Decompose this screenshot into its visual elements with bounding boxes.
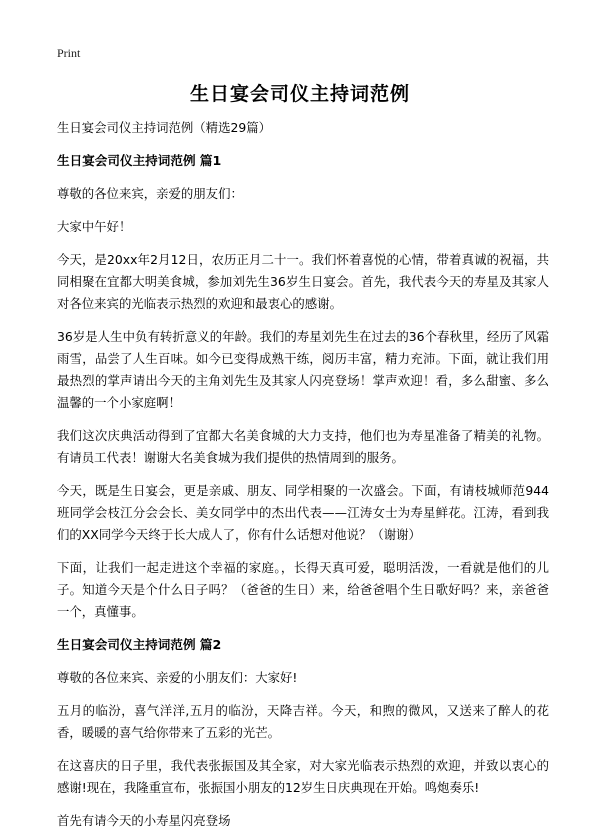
- section-2-paragraph: 尊敬的各位来宾、亲爱的小朋友们：大家好!: [57, 670, 298, 685]
- document-body: [57, 117, 549, 832]
- section-1-paragraph: 36岁是人生中负有转折意义的年龄。我们的寿星刘先生在过去的36个春秋里，经历了风霜雨雪，品尝了人生百味。如今已变得成熟干练，阅历丰富，精力充沛。下面，就让我们用最热烈的掌声请出今天的主角刘先生及其家人闪亮登场！掌声欢迎！看，多么甜蜜、多么温馨的一个小家庭啊！: [57, 329, 549, 410]
- section-2-paragraph: 首先有请今天的小寿星闪亮登场: [57, 813, 231, 828]
- section-2-paragraph: 在这喜庆的日子里，我代表张振国及其全家，对大家光临表示热烈的欢迎，并致以衷心的感谢!现在，我隆重宣布，张振国小朋友的12岁生日庆典现在开始。鸣炮奏乐!: [57, 758, 549, 795]
- section-1-paragraph: 尊敬的各位来宾，亲爱的朋友们：: [57, 186, 243, 201]
- section-1-paragraph: 今天，既是生日宴会，更是亲戚、朋友、同学相聚的一次盛会。下面，有请枝城师范944班同学会枝江分会会长、美女同学中的杰出代表——江涛女士为寿星鲜花。江涛，看到我们的XX同学今天终于长大成人了，你有什么话想对他说？（谢谢）: [57, 483, 549, 542]
- section-2-heading: 生日宴会司仪主持词范例 篇2: [57, 637, 222, 652]
- section-2-paragraph: 五月的临汾，喜气洋洋,五月的临汾，天降吉祥。今天，和煦的微风，又送来了醉人的花香，暖暖的喜气给你带来了五彩的光芒。: [57, 703, 549, 740]
- section-1-paragraph: 大家中午好！: [57, 219, 132, 234]
- document-title: 生日宴会司仪主持词范例: [189, 83, 410, 105]
- section-1-paragraph: 下面，让我们一起走进这个幸福的家庭。，长得天真可爱，聪明活泼，一看就是他们的儿子。知道今天是个什么日子吗？（爸爸的生日）来，给爸爸唱个生日歌好吗？来，亲爸爸一个，真懂事。: [57, 560, 549, 619]
- section-1-paragraph: 我们这次庆典活动得到了宜都大名美食城的大力支持，他们也为寿星准备了精美的礼物。有请员工代表！谢谢大名美食城为我们提供的热情周到的服务。: [57, 428, 549, 465]
- document-subtitle: 生日宴会司仪主持词范例（精选29篇）: [57, 120, 272, 135]
- print-label: Print: [57, 46, 81, 60]
- section-1-heading: 生日宴会司仪主持词范例 篇1: [57, 153, 222, 168]
- section-1-paragraph: 今天，是20xx年2月12日，农历正月二十一。我们怀着喜悦的心情，带着真诚的祝福，共同相聚在宜都大明美食城，参加刘先生36岁生日宴会。首先，我代表今天的寿星及其家人对各位来宾的光临表示热烈的欢迎和最衷心的感谢。: [57, 252, 549, 311]
